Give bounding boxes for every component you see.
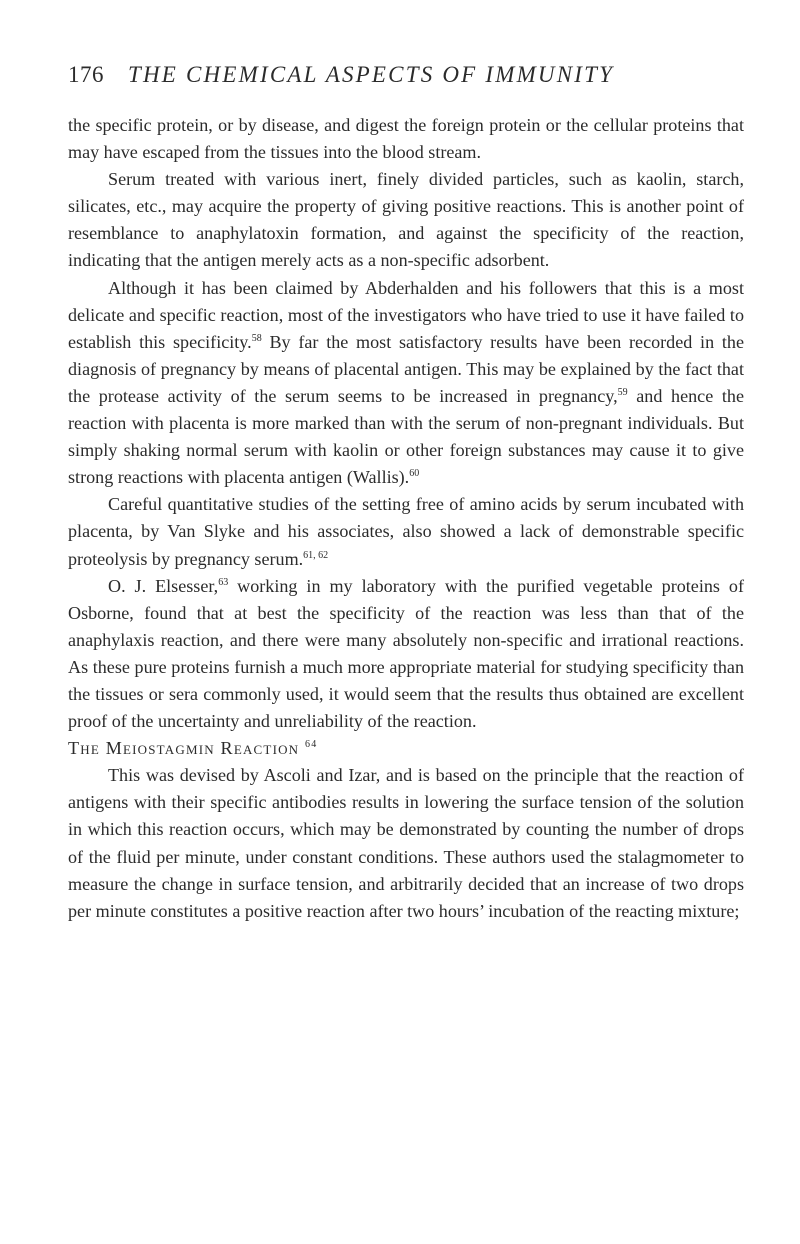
paragraph-3 <box>68 275 744 492</box>
paragraph-4-text: Careful quantitative studies of the setting free of amino acids by serum incubated with placenta, by Van Slyke and his associates, also showed a lack of demonstrable specific proteolysis by pregnancy serum. <box>68 494 744 569</box>
page-number: 176 <box>68 62 104 87</box>
book-page <box>68 62 744 925</box>
paragraph-4 <box>68 491 744 572</box>
paragraph-5 <box>68 573 744 736</box>
paragraph-2: Serum treated with various inert, finely divided particles, such as kaolin, starch, silicates, etc., may acquire the property of giving positive reactions. This is another point of resemblance to anaphylatoxin formation, and against the specificity of the reaction, indicating that the antigen merely acts as a non-specific adsorbent. <box>68 169 744 271</box>
paragraph-1: the specific protein, or by disease, and digest the foreign protein or the cellular proteins that may have escaped from the tissues into the blood stream. <box>68 115 744 163</box>
paragraph-3-text-b: By far the most satisfactory results have been recorded in the diagnosis of pregnancy by means of placental antigen. This may be explained by the fact that the protease activity of the serum seems to be increased in pregnancy, <box>68 331 744 406</box>
paragraph-5-text-b: working in my laboratory with the purified vegetable proteins of Osborne, found that at best the specificity of the reaction was less than that of the anaphylaxis reaction, and there were many absolutely non-specific and irrational reactions. As these pure proteins furnish a much more appropriate material for studying specificity than the tissues or sera commonly used, it would seem that the results thus obtained are excellent proof of the uncertainty and unreliability of the reaction. <box>68 575 744 732</box>
footnote-ref-60: 60 <box>409 468 420 480</box>
running-title: THE CHEMICAL ASPECTS OF IMMUNITY <box>128 62 615 87</box>
footnote-ref-63: 63 <box>218 576 229 588</box>
running-head <box>68 62 744 102</box>
section-heading <box>68 735 744 762</box>
footnote-ref-58: 58 <box>251 332 262 344</box>
paragraph-6: This was devised by Ascoli and Izar, and is based on the principle that the reaction of antigens with their specific antibodies results in lowering the surface tension of the solution in which this reaction occurs, which may be demonstrated by counting the number of drops of the fluid per minute, under constant conditions. These authors used the stalagmometer to measure the change in surface tension, and arbitrarily decided that an increase of two drops per minute constitutes a positive reaction after two hours’ incubation of the reacting mixture; <box>68 765 744 921</box>
footnote-ref-59: 59 <box>617 386 628 398</box>
footnote-ref-64: 64 <box>305 739 318 751</box>
paragraph-5-text-a: O. J. Elsesser, <box>108 575 219 596</box>
paragraph-3-text-a: Although it has been claimed by Abderhalden and his followers that this is a most delicate and specific reaction, most of the investigators who have tried to use it have failed to establish this specificity. <box>68 277 744 352</box>
body-text <box>68 112 744 925</box>
footnote-ref-61-62: 61, 62 <box>303 549 329 561</box>
paragraph-3-text-c: and hence the reaction with placenta is more marked than with the serum of non-pregnant individuals. But simply shaking normal serum with kaolin or other foreign substances may cause it to give strong reactions with placenta antigen (Wallis). <box>68 385 744 488</box>
section-heading-text: The Meiostagmin Reaction <box>68 738 300 759</box>
